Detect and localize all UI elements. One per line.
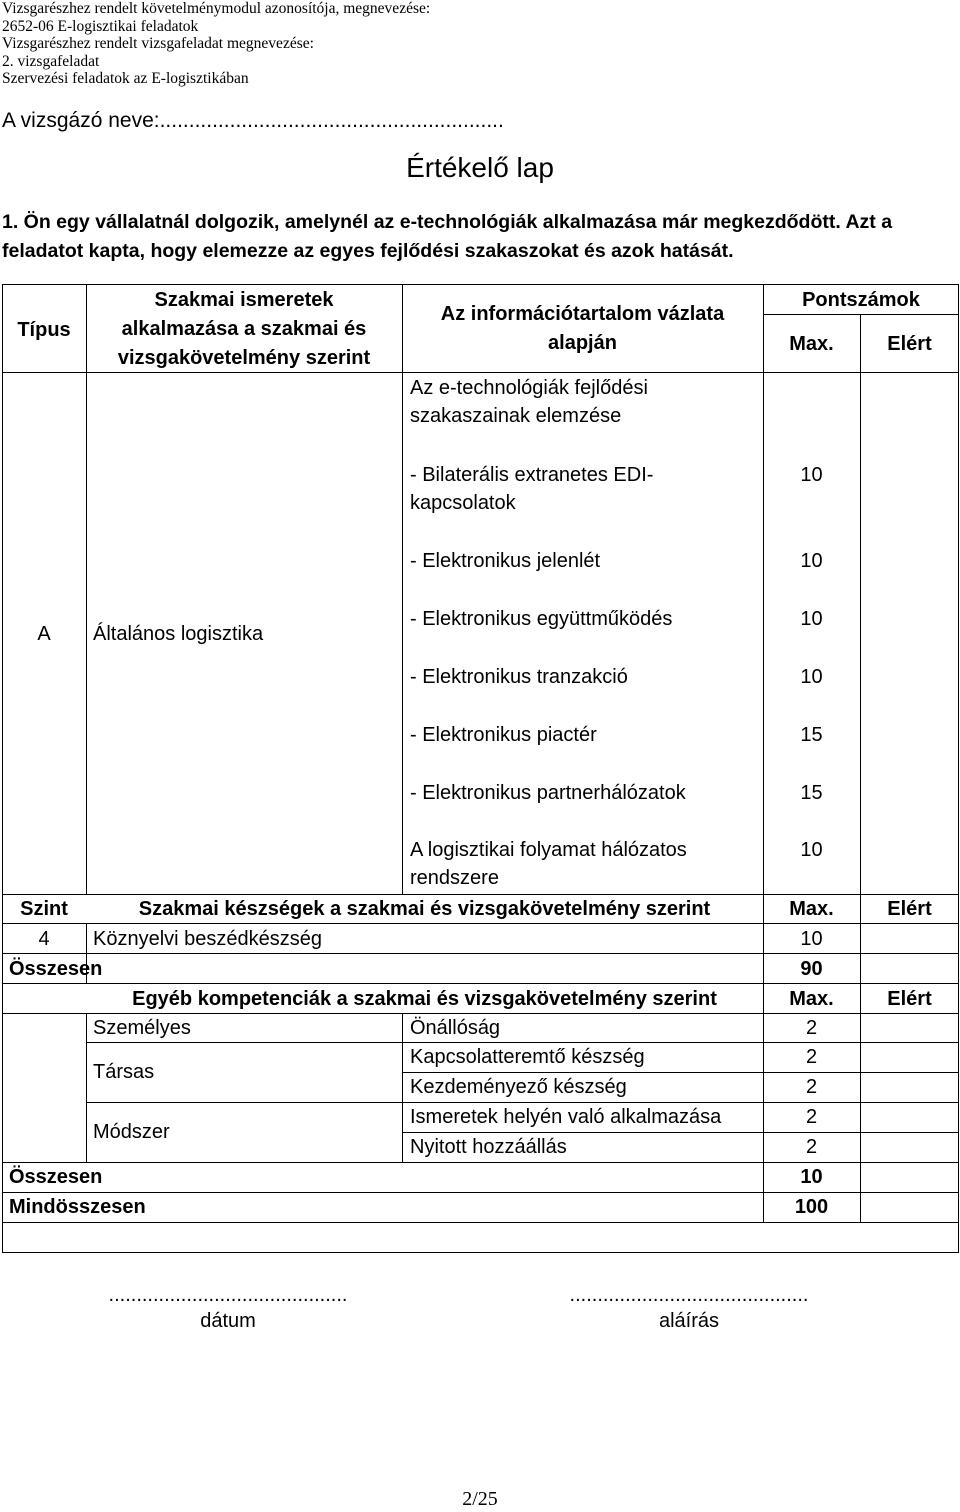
vrule-achieved <box>860 314 861 1222</box>
rule-header-bottom <box>2 372 959 373</box>
vrule-type-c <box>86 1013 87 1162</box>
competence-achieved-header: Elért <box>887 988 932 1010</box>
subtotal-1-label: Összesen <box>9 958 103 980</box>
col-content-header-2: alapján <box>548 332 617 354</box>
item-6-max: 15 <box>800 782 823 804</box>
col-knowledge-header-3: vizsgakövetelmény szerint <box>117 347 371 369</box>
item-7-max: 10 <box>800 839 823 861</box>
rule-subtotal1 <box>2 983 959 984</box>
competence-1: Önállóság <box>410 1017 501 1039</box>
skill-max: 10 <box>800 928 823 950</box>
rule-points-sub <box>763 314 959 315</box>
item-2-max: 10 <box>800 550 823 572</box>
competence-2: Kapcsolatteremtő készség <box>410 1046 645 1068</box>
item-4: - Elektronikus tranzakció <box>410 666 628 688</box>
competence-3: Kezdeményező készség <box>410 1076 627 1098</box>
section-heading-2: szakaszainak elemzése <box>410 405 622 427</box>
item-6: - Elektronikus partnerhálózatok <box>410 782 686 804</box>
competence-3-max: 2 <box>805 1076 818 1098</box>
skills-level-header: Szint <box>20 898 68 920</box>
competence-4-max: 2 <box>805 1106 818 1128</box>
item-3: - Elektronikus együttműködés <box>410 608 673 630</box>
subtotal-1-value: 90 <box>800 958 823 980</box>
vrule-content-b <box>402 1013 403 1162</box>
document-header <box>2 0 430 88</box>
header-task-name: Szervezési feladatok az E-logisztikában <box>2 70 249 87</box>
date-dots: ........................................... <box>108 1284 348 1306</box>
signature-dots: ........................................... <box>569 1284 809 1306</box>
item-2: - Elektronikus jelenlét <box>410 550 601 572</box>
competence-4: Ismeretek helyén való alkalmazása <box>410 1106 722 1128</box>
grand-total-label: Mindösszesen <box>9 1196 146 1218</box>
subtotal-2-label: Összesen <box>9 1166 103 1188</box>
item-3-max: 10 <box>800 608 823 630</box>
date-label: dátum <box>200 1310 256 1332</box>
vrule-content-a <box>402 284 403 894</box>
candidate-name-line: A vizsgázó neve:........................................................... <box>2 109 504 132</box>
header-module-value: 2652-06 E-logisztikai feladatok <box>2 17 199 35</box>
col-max-header: Max. <box>789 333 834 355</box>
competence-group-social: Társas <box>93 1061 155 1083</box>
col-type-header: Típus <box>17 319 71 341</box>
competence-5-max: 2 <box>805 1136 818 1158</box>
header-task-number: 2. vizsgafeladat <box>2 52 100 70</box>
skill-level: 4 <box>38 928 50 950</box>
col-knowledge-header-2: alkalmazása a szakmai és <box>121 318 367 340</box>
skills-heading: Szakmai készségek a szakmai és vizsgakövetelmény szerint <box>138 898 711 920</box>
competence-1-max: 2 <box>805 1017 818 1039</box>
col-achieved-header: Elért <box>887 333 932 355</box>
competence-2-max: 2 <box>805 1046 818 1068</box>
item-4-max: 10 <box>800 666 823 688</box>
rule-skills-row <box>2 953 959 954</box>
section-heading-1: Az e-technológiák fejlődési <box>410 377 648 399</box>
header-task-label: Vizsgarészhez rendelt vizsgafeladat megnevezése: <box>2 35 314 52</box>
item-7-line-1: A logisztikai folyamat hálózatos <box>410 839 687 861</box>
page-title: Értékelő lap <box>406 152 554 183</box>
competence-heading: Egyéb kompetenciák a szakmai és vizsgakövetelmény szerint <box>132 988 717 1010</box>
skill-name: Köznyelvi beszédkészség <box>93 928 323 950</box>
competence-max-header: Max. <box>789 988 834 1010</box>
col-content-header-1: Az információtartalom vázlata <box>440 303 725 325</box>
item-5-max: 15 <box>800 724 823 746</box>
competence-group-method: Módszer <box>93 1121 170 1143</box>
knowledge-value: Általános logisztika <box>93 623 264 645</box>
item-1-line-1: - Bilaterális extranetes EDI- <box>410 464 654 486</box>
subtotal-2-value: 10 <box>800 1166 823 1188</box>
rule-bottom-empty <box>2 1222 959 1223</box>
skills-max-header: Max. <box>789 898 834 920</box>
rule-skills-head <box>2 923 959 924</box>
col-points-header: Pontszámok <box>802 289 920 311</box>
vrule-type-a <box>86 284 87 894</box>
page-number: 2/25 <box>462 1488 498 1510</box>
competence-5: Nyitott hozzáállás <box>410 1136 567 1158</box>
col-knowledge-header-1: Szakmai ismeretek <box>154 289 334 311</box>
header-module-label: Vizsgarészhez rendelt követelménymodul azonosítója, megnevezése: <box>2 0 431 17</box>
type-value: A <box>37 623 51 645</box>
item-5: - Elektronikus piactér <box>410 724 597 746</box>
item-1-max: 10 <box>800 464 823 486</box>
item-1-line-2: kapcsolatok <box>410 492 516 514</box>
competence-group-personal: Személyes <box>93 1017 191 1039</box>
signature-label: aláírás <box>658 1310 720 1332</box>
task-description: 1. Ön egy vállalatnál dolgozik, amelynél az e-technológiák alkalmazása már megkezdődött. Azt a feladatot kapta, hogy elemezze az egyes fejlődési szakaszokat és azok hatását. <box>2 211 893 262</box>
item-7-line-2: rendszere <box>410 867 499 889</box>
grand-total-value: 100 <box>794 1196 829 1218</box>
skills-achieved-header: Elért <box>887 898 932 920</box>
